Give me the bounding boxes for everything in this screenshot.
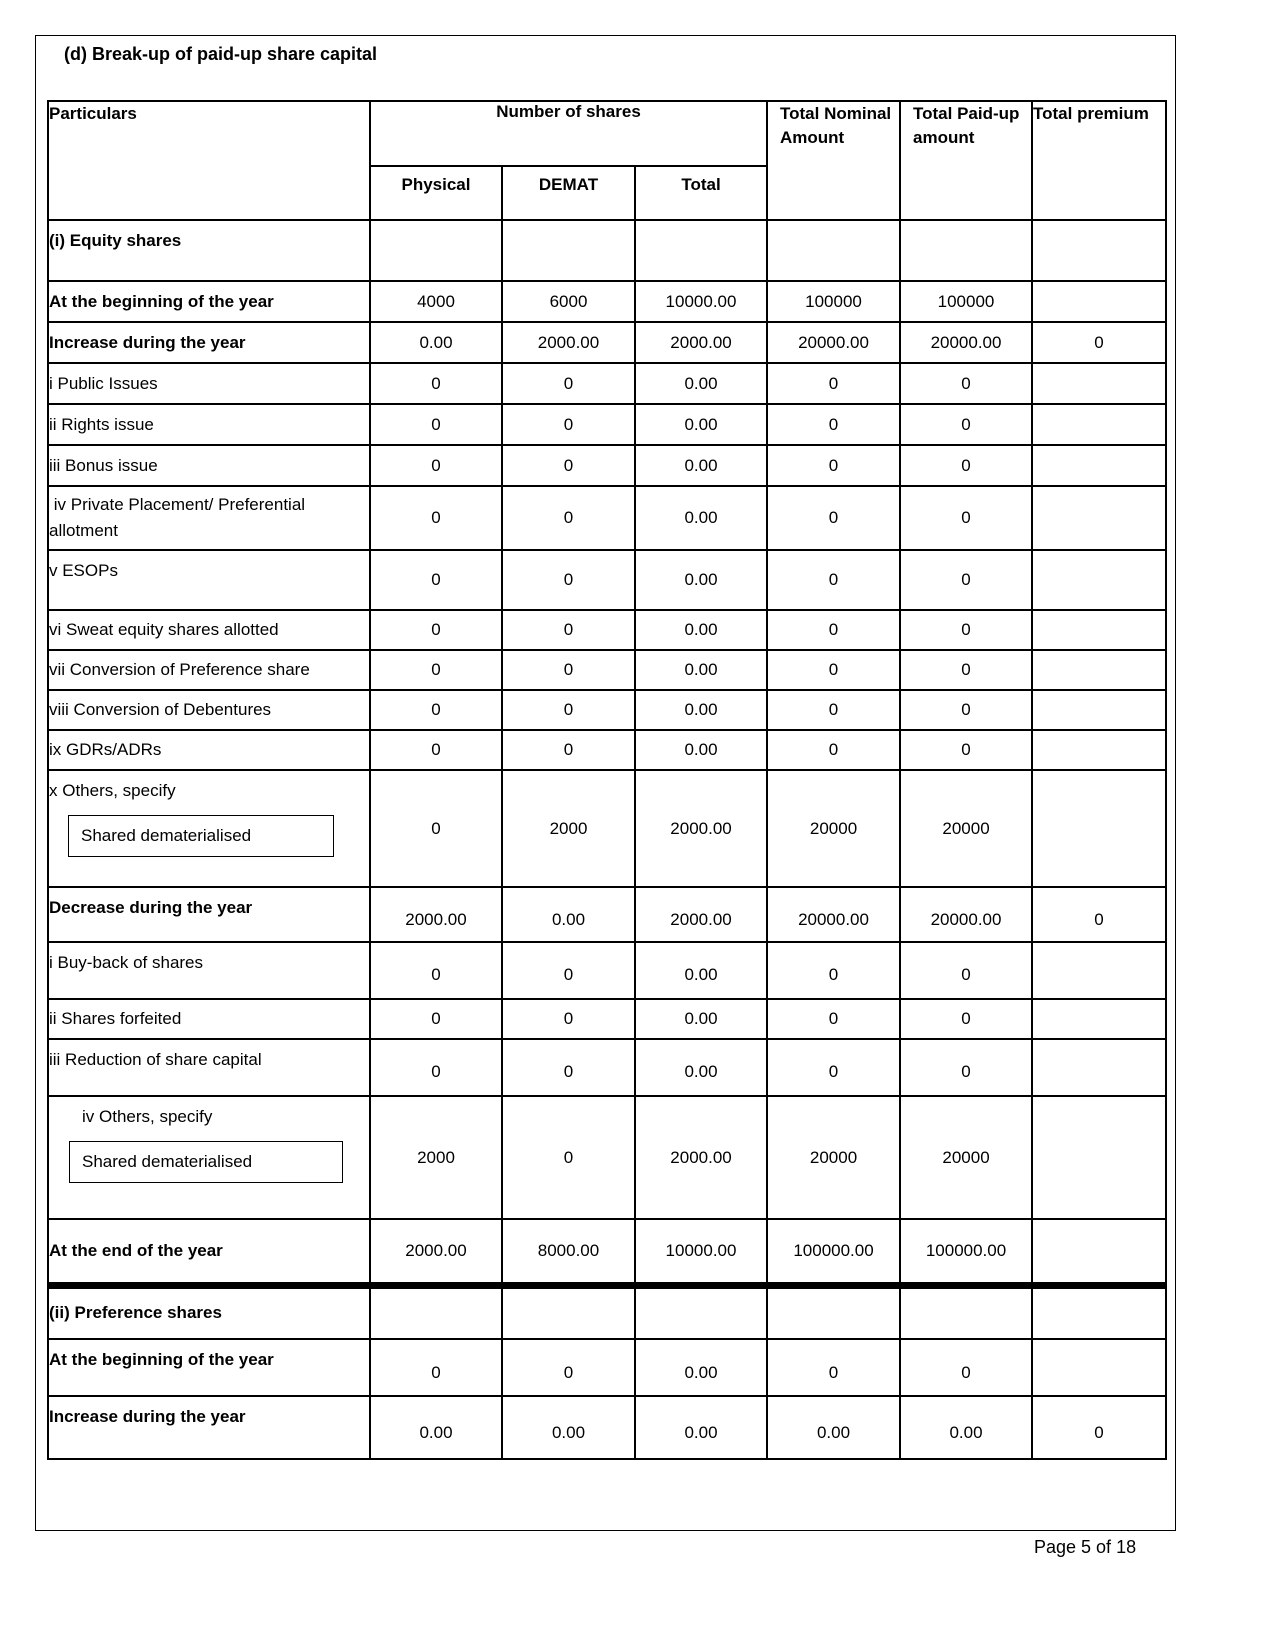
- row-label: iv Others, specify: [82, 1107, 213, 1126]
- table-row: [48, 281, 1166, 322]
- table-row: [48, 486, 1166, 550]
- cell-nominal: 0: [767, 690, 900, 730]
- cell-premium: [1032, 1039, 1166, 1096]
- cell-demat: 0: [502, 690, 635, 730]
- row-label: viii Conversion of Debentures: [48, 690, 370, 730]
- cell-demat: 0: [502, 730, 635, 770]
- cell-paid-up: 0: [900, 942, 1032, 999]
- cell-physical: 0: [370, 486, 502, 550]
- cell-nominal: 0: [767, 1339, 900, 1396]
- cell-premium: 0: [1032, 887, 1166, 942]
- cell-nominal: 100000: [767, 281, 900, 322]
- row-label: vii Conversion of Preference share: [48, 650, 370, 690]
- table-row: [48, 322, 1166, 363]
- cell-premium: [1032, 650, 1166, 690]
- cell-physical: 0: [370, 770, 502, 887]
- cell-premium: [1032, 550, 1166, 610]
- cell-physical: 0: [370, 404, 502, 445]
- cell-premium: 0: [1032, 322, 1166, 363]
- cell-demat: 0: [502, 999, 635, 1039]
- row-label: ii Shares forfeited: [48, 999, 370, 1039]
- cell-paid-up: 0: [900, 486, 1032, 550]
- cell-total: 0.00: [635, 404, 767, 445]
- cell-demat: 0: [502, 404, 635, 445]
- cell-paid-up: 20000: [900, 770, 1032, 887]
- cell-nominal: 0: [767, 404, 900, 445]
- row-label: (ii) Preference shares: [48, 1285, 370, 1339]
- cell-premium: [1032, 1219, 1166, 1285]
- cell-physical: 0: [370, 550, 502, 610]
- cell-premium: [1032, 690, 1166, 730]
- row-label: Increase during the year: [48, 1396, 370, 1459]
- specify-others-field[interactable]: Shared dematerialised: [68, 815, 334, 857]
- cell-physical: 2000.00: [370, 1219, 502, 1285]
- cell-nominal: 0: [767, 550, 900, 610]
- cell-demat: 0.00: [502, 1396, 635, 1459]
- share-capital-table: [47, 100, 1167, 1460]
- cell-demat: 6000: [502, 281, 635, 322]
- cell-total: 0.00: [635, 486, 767, 550]
- cell-paid-up: 0.00: [900, 1396, 1032, 1459]
- row-label: v ESOPs: [48, 550, 370, 610]
- header-particulars: Particulars: [48, 101, 370, 220]
- row-label: Increase during the year: [48, 322, 370, 363]
- cell-paid-up: 0: [900, 610, 1032, 650]
- cell-physical: 0: [370, 1339, 502, 1396]
- table-row: [48, 999, 1166, 1039]
- row-label: x Others, specify: [49, 781, 176, 800]
- cell-premium: [1032, 610, 1166, 650]
- cell-physical: 0: [370, 363, 502, 404]
- cell-physical: 0.00: [370, 1396, 502, 1459]
- cell-total: 2000.00: [635, 770, 767, 887]
- cell-nominal: 0: [767, 445, 900, 486]
- cell-physical: 0.00: [370, 322, 502, 363]
- table-row: [48, 1339, 1166, 1396]
- table-row: [48, 650, 1166, 690]
- header-physical: Physical: [370, 166, 502, 220]
- cell-nominal: 0: [767, 999, 900, 1039]
- cell-total: 0.00: [635, 1396, 767, 1459]
- header-total-paid-up-amount: Total Paid-up amount: [900, 101, 1032, 220]
- table-row-equity-section: [48, 220, 1166, 281]
- cell-total: 0.00: [635, 610, 767, 650]
- cell-paid-up: 0: [900, 445, 1032, 486]
- row-label: iv Private Placement/ Preferential allotment: [48, 486, 370, 550]
- cell-demat: 2000: [502, 770, 635, 887]
- cell-total: 0.00: [635, 730, 767, 770]
- table-row: [48, 942, 1166, 999]
- header-total: Total: [635, 166, 767, 220]
- cell-total: 0.00: [635, 1339, 767, 1396]
- cell-premium: [1032, 1096, 1166, 1219]
- cell-total: 0.00: [635, 999, 767, 1039]
- cell-physical: 0: [370, 999, 502, 1039]
- cell-total: 2000.00: [635, 322, 767, 363]
- table-row: [48, 363, 1166, 404]
- cell-physical: 0: [370, 730, 502, 770]
- cell-premium: [1032, 942, 1166, 999]
- cell-total: 2000.00: [635, 1096, 767, 1219]
- row-label-cell: [48, 1096, 370, 1219]
- cell-paid-up: [900, 1285, 1032, 1339]
- cell-nominal: 0: [767, 730, 900, 770]
- cell-total: 0.00: [635, 550, 767, 610]
- cell-paid-up: 0: [900, 1339, 1032, 1396]
- row-label-cell: [48, 770, 370, 887]
- cell-nominal: 0.00: [767, 1396, 900, 1459]
- cell-nominal: 20000: [767, 770, 900, 887]
- cell-nominal: 20000.00: [767, 322, 900, 363]
- cell-paid-up: 20000: [900, 1096, 1032, 1219]
- cell-demat: 8000.00: [502, 1219, 635, 1285]
- cell-total: 0.00: [635, 942, 767, 999]
- cell-physical: 0: [370, 690, 502, 730]
- table-row: [48, 1396, 1166, 1459]
- cell-demat: 0: [502, 486, 635, 550]
- cell-premium: [1032, 220, 1166, 281]
- cell-nominal: 0: [767, 650, 900, 690]
- cell-demat: 2000.00: [502, 322, 635, 363]
- cell-total: 0.00: [635, 690, 767, 730]
- row-label: vi Sweat equity shares allotted: [48, 610, 370, 650]
- cell-total: [635, 220, 767, 281]
- row-label: Decrease during the year: [48, 887, 370, 942]
- cell-demat: 0.00: [502, 887, 635, 942]
- cell-premium: [1032, 999, 1166, 1039]
- cell-physical: [370, 1285, 502, 1339]
- cell-total: 0.00: [635, 445, 767, 486]
- cell-premium: [1032, 1285, 1166, 1339]
- cell-total: 10000.00: [635, 281, 767, 322]
- cell-premium: 0: [1032, 1396, 1166, 1459]
- cell-premium: [1032, 363, 1166, 404]
- row-label: ii Rights issue: [48, 404, 370, 445]
- cell-demat: 0: [502, 363, 635, 404]
- cell-premium: [1032, 404, 1166, 445]
- table-row: [48, 690, 1166, 730]
- cell-total: 10000.00: [635, 1219, 767, 1285]
- row-label: iii Reduction of share capital: [48, 1039, 370, 1096]
- cell-nominal: 20000: [767, 1096, 900, 1219]
- cell-demat: 0: [502, 445, 635, 486]
- cell-nominal: [767, 220, 900, 281]
- cell-demat: 0: [502, 650, 635, 690]
- specify-others-field[interactable]: Shared dematerialised: [69, 1141, 343, 1183]
- table-row-end-of-year: [48, 1219, 1166, 1285]
- row-label: i Public Issues: [48, 363, 370, 404]
- cell-nominal: 0: [767, 942, 900, 999]
- section-title: (d) Break-up of paid-up share capital: [64, 44, 378, 64]
- cell-premium: [1032, 486, 1166, 550]
- cell-nominal: 20000.00: [767, 887, 900, 942]
- table-row: [48, 1039, 1166, 1096]
- page-number: Page 5 of 18: [1034, 1537, 1137, 1557]
- cell-premium: [1032, 770, 1166, 887]
- cell-physical: 2000.00: [370, 887, 502, 942]
- row-label: ix GDRs/ADRs: [48, 730, 370, 770]
- row-label: At the beginning of the year: [48, 281, 370, 322]
- table-row-others-increase: [48, 770, 1166, 887]
- row-label: i Buy-back of shares: [48, 942, 370, 999]
- cell-premium: [1032, 281, 1166, 322]
- row-label: (i) Equity shares: [48, 220, 370, 281]
- cell-paid-up: 100000.00: [900, 1219, 1032, 1285]
- cell-nominal: 0: [767, 610, 900, 650]
- cell-nominal: 100000.00: [767, 1219, 900, 1285]
- cell-total: 0.00: [635, 1039, 767, 1096]
- table-row: [48, 610, 1166, 650]
- cell-physical: 2000: [370, 1096, 502, 1219]
- cell-nominal: 0: [767, 486, 900, 550]
- cell-paid-up: 20000.00: [900, 322, 1032, 363]
- cell-physical: 0: [370, 650, 502, 690]
- cell-paid-up: [900, 220, 1032, 281]
- header-demat: DEMAT: [502, 166, 635, 220]
- row-label: iii Bonus issue: [48, 445, 370, 486]
- cell-total: [635, 1285, 767, 1339]
- table-row: [48, 730, 1166, 770]
- cell-paid-up: 100000: [900, 281, 1032, 322]
- table-row: [48, 445, 1166, 486]
- cell-demat: 0: [502, 942, 635, 999]
- cell-physical: 0: [370, 942, 502, 999]
- cell-physical: 0: [370, 1039, 502, 1096]
- cell-total: 2000.00: [635, 887, 767, 942]
- cell-premium: [1032, 1339, 1166, 1396]
- cell-paid-up: 0: [900, 730, 1032, 770]
- cell-total: 0.00: [635, 650, 767, 690]
- cell-paid-up: 20000.00: [900, 887, 1032, 942]
- table-row: [48, 550, 1166, 610]
- cell-demat: 0: [502, 610, 635, 650]
- cell-premium: [1032, 730, 1166, 770]
- cell-demat: 0: [502, 1039, 635, 1096]
- cell-demat: [502, 1285, 635, 1339]
- cell-total: 0.00: [635, 363, 767, 404]
- cell-demat: [502, 220, 635, 281]
- cell-demat: 0: [502, 550, 635, 610]
- cell-paid-up: 0: [900, 650, 1032, 690]
- cell-paid-up: 0: [900, 999, 1032, 1039]
- cell-demat: 0: [502, 1096, 635, 1219]
- row-label: At the end of the year: [48, 1219, 370, 1285]
- cell-paid-up: 0: [900, 404, 1032, 445]
- table-row-others-decrease: [48, 1096, 1166, 1219]
- cell-physical: 0: [370, 610, 502, 650]
- cell-premium: [1032, 445, 1166, 486]
- cell-nominal: 0: [767, 363, 900, 404]
- cell-paid-up: 0: [900, 690, 1032, 730]
- table-row: [48, 404, 1166, 445]
- cell-physical: 0: [370, 445, 502, 486]
- cell-paid-up: 0: [900, 1039, 1032, 1096]
- header-total-premium: Total premium: [1032, 101, 1166, 220]
- cell-paid-up: 0: [900, 550, 1032, 610]
- table-row: [48, 887, 1166, 942]
- table-row-preference-section: [48, 1285, 1166, 1339]
- cell-physical: 4000: [370, 281, 502, 322]
- cell-demat: 0: [502, 1339, 635, 1396]
- cell-nominal: [767, 1285, 900, 1339]
- cell-nominal: 0: [767, 1039, 900, 1096]
- header-number-of-shares: Number of shares: [370, 101, 767, 166]
- cell-paid-up: 0: [900, 363, 1032, 404]
- cell-physical: [370, 220, 502, 281]
- row-label: At the beginning of the year: [48, 1339, 370, 1396]
- header-total-nominal-amount: Total Nominal Amount: [767, 101, 900, 220]
